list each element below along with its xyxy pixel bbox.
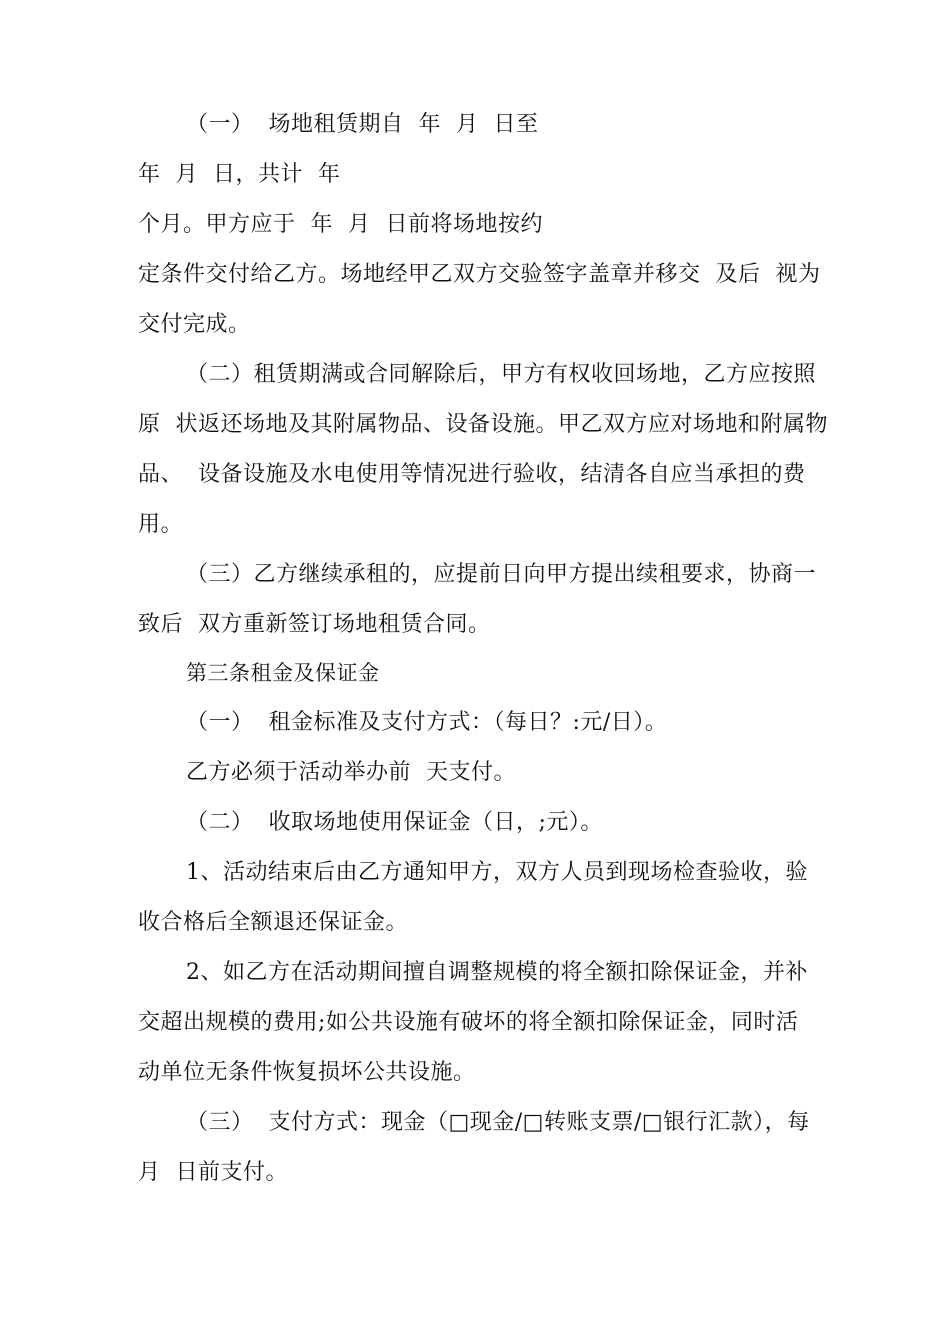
para-2-line-4: 用。 <box>138 512 184 537</box>
para-1-line-4: 定条件交付给乙方。场地经甲乙双方交验签字盖章并移交 及后 视为 <box>138 262 821 287</box>
para-1-line-1: （一） 场地租赁期自 年 月 日至 <box>186 112 539 137</box>
para-2-line-2: 原 状返还场地及其附属物品、设备设施。甲乙双方应对场地和附属物 <box>138 412 828 437</box>
para-1-line-5: 交付完成。 <box>138 312 251 337</box>
para-1-line-2: 年 月 日，共计 年 <box>138 162 341 187</box>
clause-2-line-3: 动单位无条件恢复损坏公共设施。 <box>138 1060 476 1085</box>
clause-1-line-1: 1、活动结束后由乙方通知甲方，双方人员到现场检查验收，验 <box>186 860 808 885</box>
clause-2-line-2: 交超出规模的费用;如公共设施有破坏的将全额扣除保证金，同时活 <box>138 1010 799 1035</box>
payment-method-line-2: 月 日前支付。 <box>138 1160 288 1185</box>
deposit-line: （二） 收取场地使用保证金（日，;元）。 <box>186 810 603 835</box>
para-1-line-3: 个月。甲方应于 年 月 日前将场地按约 <box>138 212 543 237</box>
clause-1-line-2: 收合格后全额退还保证金。 <box>138 910 409 935</box>
article-3-heading: 第三条租金及保证金 <box>186 661 380 685</box>
para-3-line-2: 致后 双方重新签订场地租赁合同。 <box>138 612 491 637</box>
rent-standard-line: （一） 租金标准及支付方式：（每日？:元/日）。 <box>186 710 668 735</box>
clause-2-line-1: 2、如乙方在活动期间擅自调整规模的将全额扣除保证金，并补 <box>186 960 808 985</box>
para-2-line-3: 品、 设备设施及水电使用等情况进行验收，结清各自应当承担的费 <box>138 462 806 487</box>
payment-deadline-line: 乙方必须于活动举办前 天支付。 <box>186 760 516 785</box>
para-2-line-1: （二）租赁期满或合同解除后，甲方有权收回场地，乙方应按照 <box>186 362 817 387</box>
payment-method-line-1: （三） 支付方式：现金（□现金/□转账支票/□银行汇款），每 <box>186 1110 810 1135</box>
para-3-line-1: （三）乙方继续承租的，应提前日向甲方提出续租要求，协商一 <box>186 562 817 587</box>
